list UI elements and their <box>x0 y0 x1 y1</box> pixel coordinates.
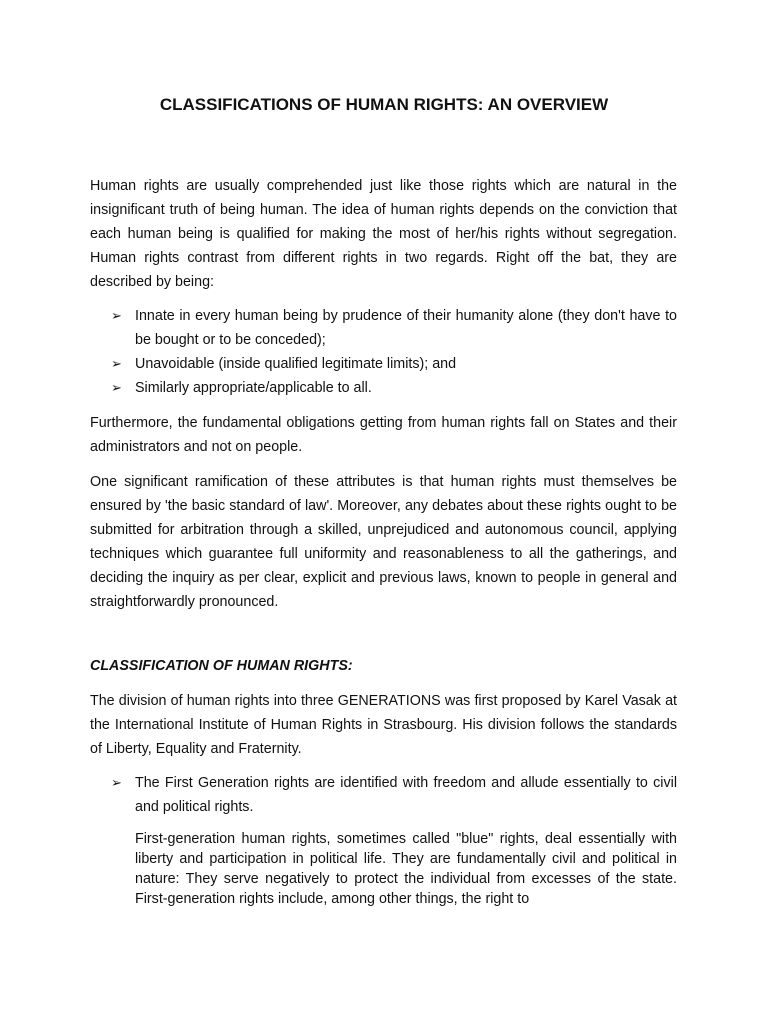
list-item-text: Unavoidable (inside qualified legitimate limits); and <box>135 356 457 372</box>
generations-paragraph: The division of human rights into three GENERATIONS was first proposed by Karel Vasak at the International Institute of Human Rights in Strasbourg. His division follows the standards of Liberty, Equality and Fraternity. <box>90 693 677 757</box>
list-item-text: Similarly appropriate/applicable to all. <box>135 380 372 396</box>
attribute-list <box>90 304 677 400</box>
list-item <box>90 304 677 352</box>
generation-list <box>90 771 677 819</box>
arrow-bullet-icon: ➢ <box>111 775 122 790</box>
arrow-bullet-icon: ➢ <box>111 380 122 395</box>
document-title: CLASSIFICATIONS OF HUMAN RIGHTS: AN OVERVIEW <box>159 95 609 114</box>
section-heading: CLASSIFICATION OF HUMAN RIGHTS: <box>90 658 353 674</box>
list-item <box>90 376 677 400</box>
arrow-bullet-icon: ➢ <box>111 308 122 323</box>
arrow-bullet-icon: ➢ <box>111 356 122 371</box>
list-item-text: The First Generation rights are identified with freedom and allude essentially to civil and political rights. <box>135 775 677 815</box>
list-item <box>90 771 677 819</box>
obligations-paragraph: Furthermore, the fundamental obligations getting from human rights fall on States and their administrators and not on people. <box>90 415 677 455</box>
intro-paragraph: Human rights are usually comprehended just like those rights which are natural in the insignificant truth of being human. The idea of human rights depends on the conviction that each human being is qualified for making the most of her/his rights without segregation. Human rights contrast from different rights in two regards. Right off the bat, they are described by being: <box>90 178 677 290</box>
list-item-text: Innate in every human being by prudence of their humanity alone (they don't have to be bought or to be conceded); <box>135 308 677 348</box>
list-item <box>90 352 677 376</box>
first-generation-paragraph: First-generation human rights, sometimes called "blue" rights, deal essentially with liberty and participation in political life. They are fundamentally civil and political in nature: They serve negatively to protect the individual from excesses of the state. First-generation rights include, among other things, the right to <box>135 831 677 907</box>
document-body <box>90 174 677 909</box>
rule-of-law-paragraph: One significant ramification of these attributes is that human rights must themselves be ensured by 'the basic standard of law'. Moreover, any debates about these rights ought to be submitted for arbitration through a skilled, unprejudiced and autonomous council, applying techniques which guarantee full uniformity and reasonableness to all the gatherings, and deciding the inquiry as per clear, explicit and previous laws, known to people in general and straightforwardly pronounced. <box>90 474 677 610</box>
